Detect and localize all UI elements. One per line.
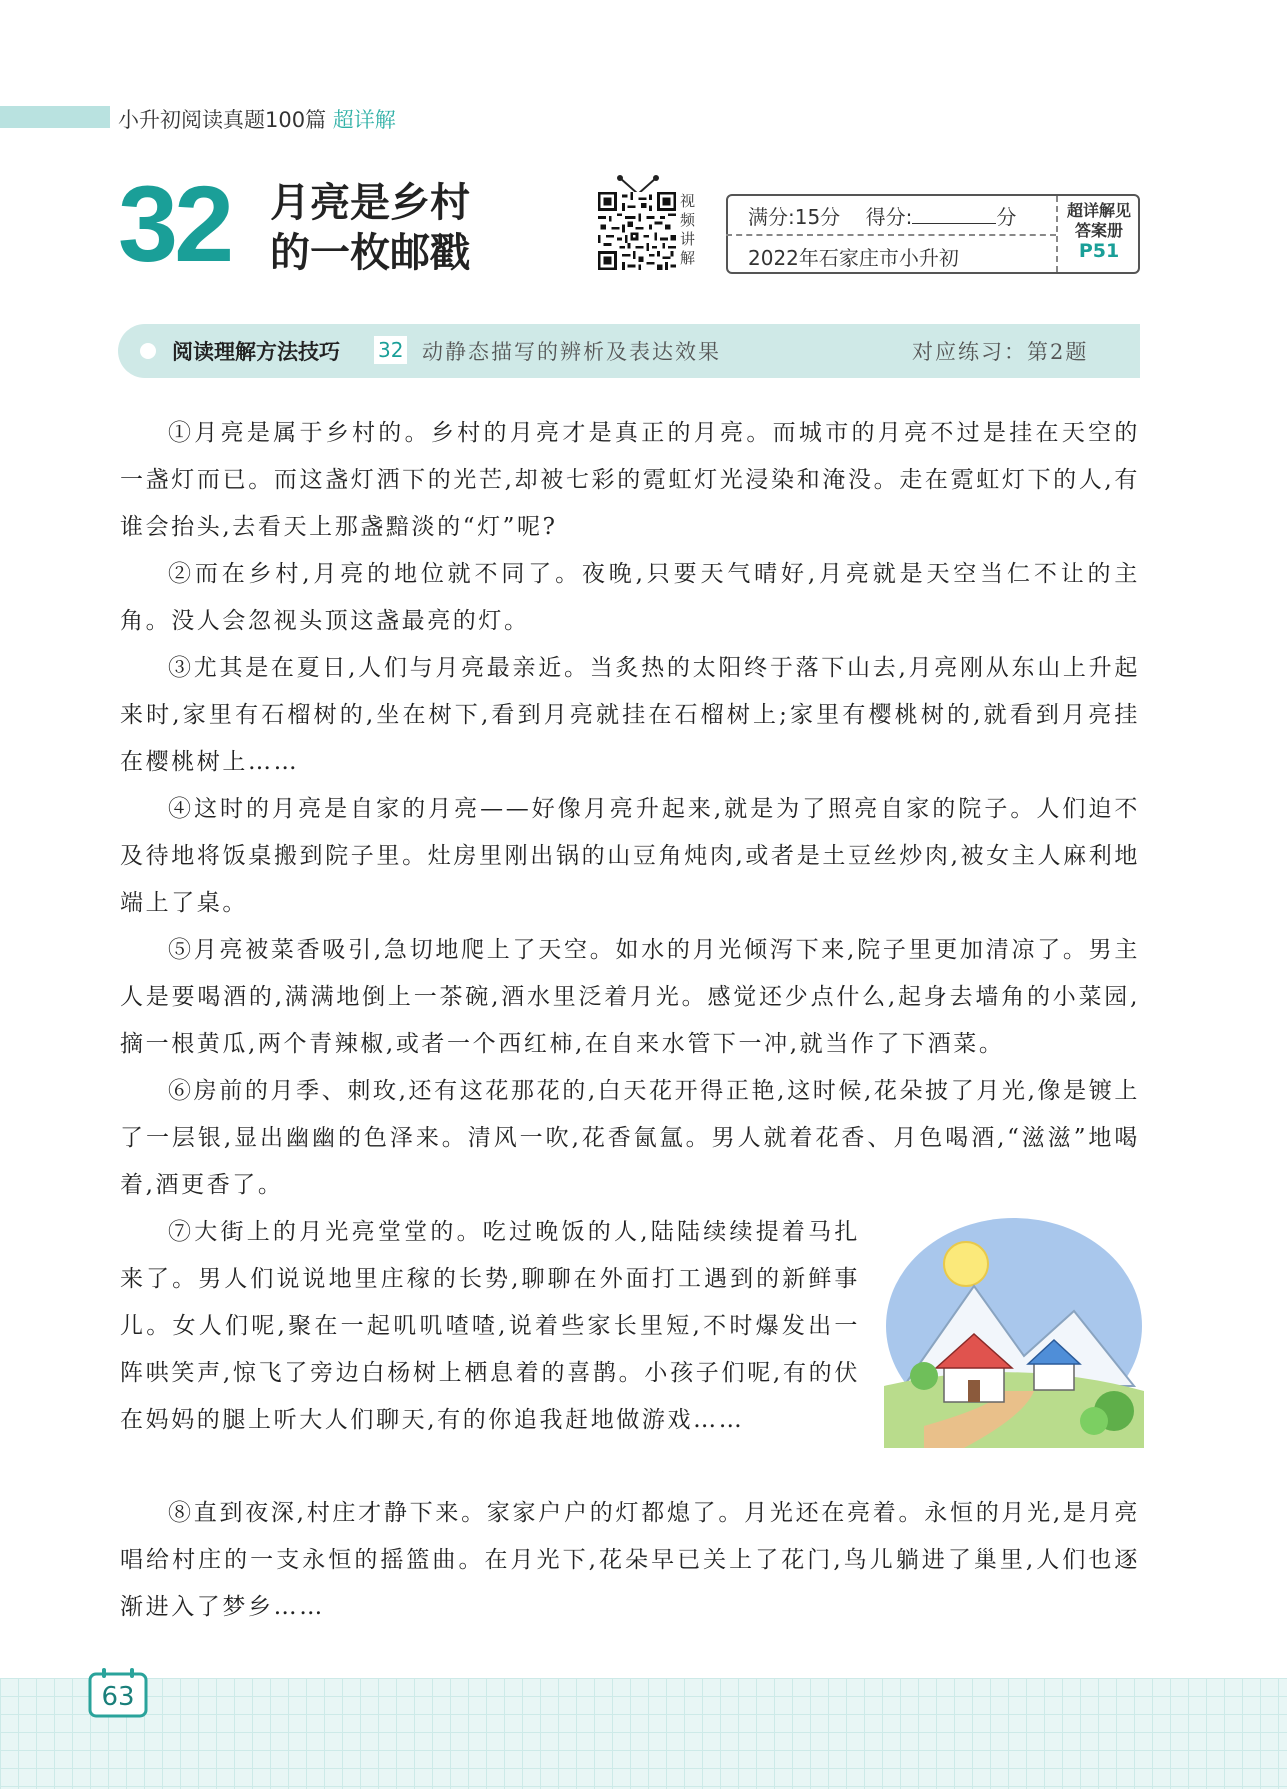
answer-ref-line2: 答案册 (1074, 221, 1123, 240)
qr-code-icon[interactable] (598, 192, 676, 270)
score-box-divider (726, 234, 1056, 236)
passage-paragraph-4: ④这时的月亮是自家的月亮——好像月亮升起来,就是为了照亮自家的院子。人们迫不及待地将饭桌搬到院子里。灶房里刚出锅的山豆角炖肉,或者是土豆丝炒肉,被女主人麻利地端上了桌。 (120, 796, 1140, 916)
header-color-band (0, 106, 110, 128)
qr-label-char: 解 (680, 249, 696, 267)
passage-paragraph-3: ③尤其是在夏日,人们与月亮最亲近。当炙热的太阳终于落下山去,月亮刚从东山上升起来时,家里有石榴树的,坐在树下,看到月亮就挂在石榴树上;家里有樱桃树的,就看到月亮挂在樱桃树上…… (120, 655, 1140, 775)
score-blank[interactable] (912, 205, 996, 224)
answer-reference (1060, 201, 1138, 261)
passage-paragraph-2: ②而在乡村,月亮的地位就不同了。夜晚,只要天气晴好,月亮就是天空当仁不让的主角。没人会忽视头顶这盏最亮的灯。 (120, 561, 1140, 634)
passage-paragraph-1: ①月亮是属于乡村的。乡村的月亮才是真正的月亮。而城市的月亮不过是挂在天空的一盏灯而已。而这盏灯洒下的光芒,却被七彩的霓虹灯光浸染和淹没。走在霓虹灯下的人,有谁会抬头,去看天上那盏黯淡的“灯”呢? (120, 420, 1140, 540)
passage-paragraph-7: ⑦大街上的月光亮堂堂的。吃过晚饭的人,陆陆续续提着马扎来了。男人们说说地里庄稼的长势,聊聊在外面打工遇到的新鲜事儿。女人们呢,聚在一起叽叽喳喳,说着些家长里短,不时爆发出一阵哄笑声,惊飞了旁边白杨树上栖息着的喜鹊。小孩子们呢,有的伏在妈妈的腿上听大人们聊天,有的你追我赶地做游戏…… (120, 1219, 860, 1433)
score-box-divider (1056, 196, 1058, 272)
technique-label: 阅读理解方法技巧 (172, 340, 340, 364)
lesson-number: 32 (118, 163, 231, 284)
answer-ref-line1: 超详解见 (1066, 201, 1131, 220)
passage-paragraph-5: ⑤月亮被菜香吸引,急切地爬上了天空。如水的月光倾泻下来,院子里更加清凉了。男主人是要喝酒的,满满地倒上一茶碗,酒水里泛着月光。感觉还少点什么,起身去墙角的小菜园,摘一根黄瓜,两个青辣椒,或者一个西红柿,在自来水管下一冲,就当作了下酒菜。 (120, 937, 1140, 1057)
qr-label-char: 视 (680, 192, 696, 210)
lesson-title-line1: 月亮是乡村 (270, 180, 470, 226)
bullet-dot-icon (140, 343, 156, 359)
score-row (748, 201, 1016, 230)
exam-source: 2022年石家庄市小升初 (748, 246, 959, 270)
page-number: 63 (101, 1682, 135, 1712)
village-moon-illustration (884, 1216, 1144, 1448)
score-label: 得分: (865, 205, 913, 229)
qr-label-char: 讲 (680, 230, 696, 248)
full-score: 满分:15分 (748, 205, 841, 229)
passage-paragraph-6: ⑥房前的月季、刺玫,还有这花那花的,白天花开得正艳,这时候,花朵披了月光,像是镀上了一层银,显出幽幽的色泽来。清风一吹,花香氤氲。男人就着花香、月色喝酒,“滋滋”地喝着,酒更香了。 (120, 1078, 1140, 1198)
passage-paragraph-8: ⑧直到夜深,村庄才静下来。家家户户的灯都熄了。月光还在亮着。永恒的月光,是月亮唱给村庄的一支永恒的摇篮曲。在月光下,花朵早已关上了花门,鸟儿躺进了巢里,人们也逐渐进入了梦乡…… (120, 1500, 1140, 1620)
lesson-title-line2: 的一枚邮戳 (270, 230, 470, 276)
lesson-title (270, 178, 470, 278)
series-title-highlight: 超详解 (332, 108, 396, 132)
qr-video-label (680, 192, 702, 268)
series-title (118, 104, 396, 134)
score-unit: 分 (996, 205, 1017, 229)
technique-number: 32 (374, 336, 407, 364)
qr-label-char: 频 (680, 211, 696, 229)
technique-practice: 对应练习：第2题 (912, 340, 1089, 364)
answer-page: P51 (1078, 240, 1120, 262)
series-title-main: 小升初阅读真题100篇 (118, 108, 327, 132)
technique-topic: 动静态描写的辨析及表达效果 (422, 340, 721, 364)
footer-grid-band (0, 1678, 1287, 1789)
